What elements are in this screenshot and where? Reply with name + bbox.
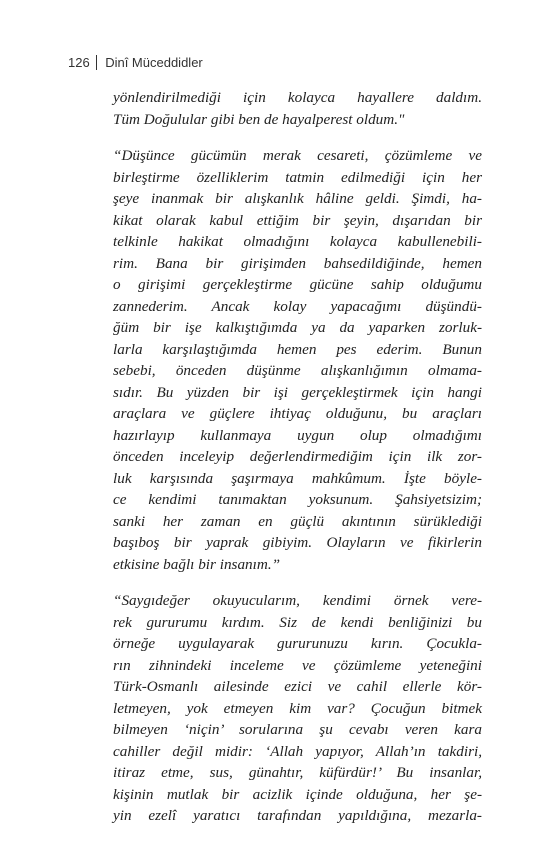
text-line: itiraz etme, sus, günahtır, küfürdür!’ Bu insanlar,	[113, 764, 482, 781]
book-title: Dinî Müceddidler	[105, 54, 203, 70]
text-line: luk karşısında şaşırmaya mahkûmum. İşte böyle-	[113, 469, 482, 487]
running-header	[68, 52, 203, 72]
text-line: sebebi, önceden düşünme alışkanlığımın olmama-	[113, 362, 482, 379]
text-line: letmeyen, yok etmeyen kim var? Çocuğun bitmek	[113, 699, 482, 717]
text-line: larla karşılaştığımda hemen pes ederim. Bunun	[113, 340, 482, 358]
text-line: kişinin mutlak bir acizlik içinde olduğuna, her şe-	[113, 785, 482, 803]
text-line: rim. Bana bir girişimden bahsedildiğinde, hemen	[113, 254, 482, 272]
text-line: Türk-Osmanlı ailesinde ezici ve cahil ellerle kör-	[113, 678, 482, 695]
text-line: yin ezelî yaratıcı tarafından yapıldığına, mezarla-	[113, 807, 482, 824]
text-line: o girişimi gerçekleştirme gücüne sahip olduğumu	[113, 276, 482, 293]
text-line: etkisine bağlı bir insanım.”	[113, 555, 281, 573]
text-line: bilmeyen ‘niçin’ sorularına şu cevabı veren kara	[113, 721, 482, 738]
text-line: araçlara ve güçlere ihtiyaç olduğunu, bu araçları	[113, 405, 482, 422]
paragraph	[113, 590, 482, 827]
text-line: telkinle hakikat olmadığını kolayca kabullenebili-	[113, 233, 482, 250]
text-line: hazırlayıp kullanmaya uygun olup olmadığımı	[113, 426, 482, 444]
text-line: ğüm bir işe kalkıştığımda ya da yaparken zorluk-	[113, 319, 482, 336]
text-line: şeye inanmak bir alışkanlık hâline geldi. Şimdi, ha-	[113, 190, 482, 207]
text-line: zannederim. Ancak kolay yapacağımı düşündü-	[113, 297, 482, 315]
text-line: sanki her zaman en güçlü akıntının sürüklediği	[113, 512, 482, 530]
paragraph	[113, 87, 482, 130]
header-separator	[96, 55, 98, 70]
text-line: önceden inceleyip değerlendirmediğim için ilk zor-	[113, 448, 482, 465]
text-line: cahiller değil midir: ‘Allah yapıyor, Allah’ın takdiri,	[113, 742, 482, 760]
text-line: “Saygıdeğer okuyucularım, kendimi örnek vere-	[113, 592, 482, 609]
text-line: yönlendirilmediği için kolayca hayallere daldım.	[113, 89, 482, 106]
text-line: ce kendimi tanımaktan yoksunum. Şahsiyetsizim;	[113, 491, 482, 508]
paragraph	[113, 145, 482, 575]
text-line: birleştirme özelliklerim tatmin edilmediği için her	[113, 168, 482, 186]
text-line: örneğe uygulayarak gururunuzu kırın. Çocukla-	[113, 635, 482, 652]
text-line: sıdır. Bu yüzden bir işi gerçekleştirmek için hangi	[113, 383, 482, 401]
text-line: rek gururumu kırdım. Siz de kendi benliğinizi bu	[113, 613, 482, 631]
body-text	[113, 87, 482, 842]
text-line: kikat olarak kabul ettiğim bir şeyin, dışarıdan bir	[113, 211, 482, 229]
text-line: başıboş bir yaprak gibiyim. Olayların ve fikirlerin	[113, 534, 482, 551]
text-line: rın zihnindeki inceleme ve çözümleme yeteneğini	[113, 656, 482, 674]
page-number: 126	[68, 54, 90, 70]
text-line: Tüm Doğulular gibi ben de hayalperest oldum."	[113, 110, 405, 128]
text-line: “Düşünce gücümün merak cesareti, çözümleme ve	[113, 147, 482, 164]
